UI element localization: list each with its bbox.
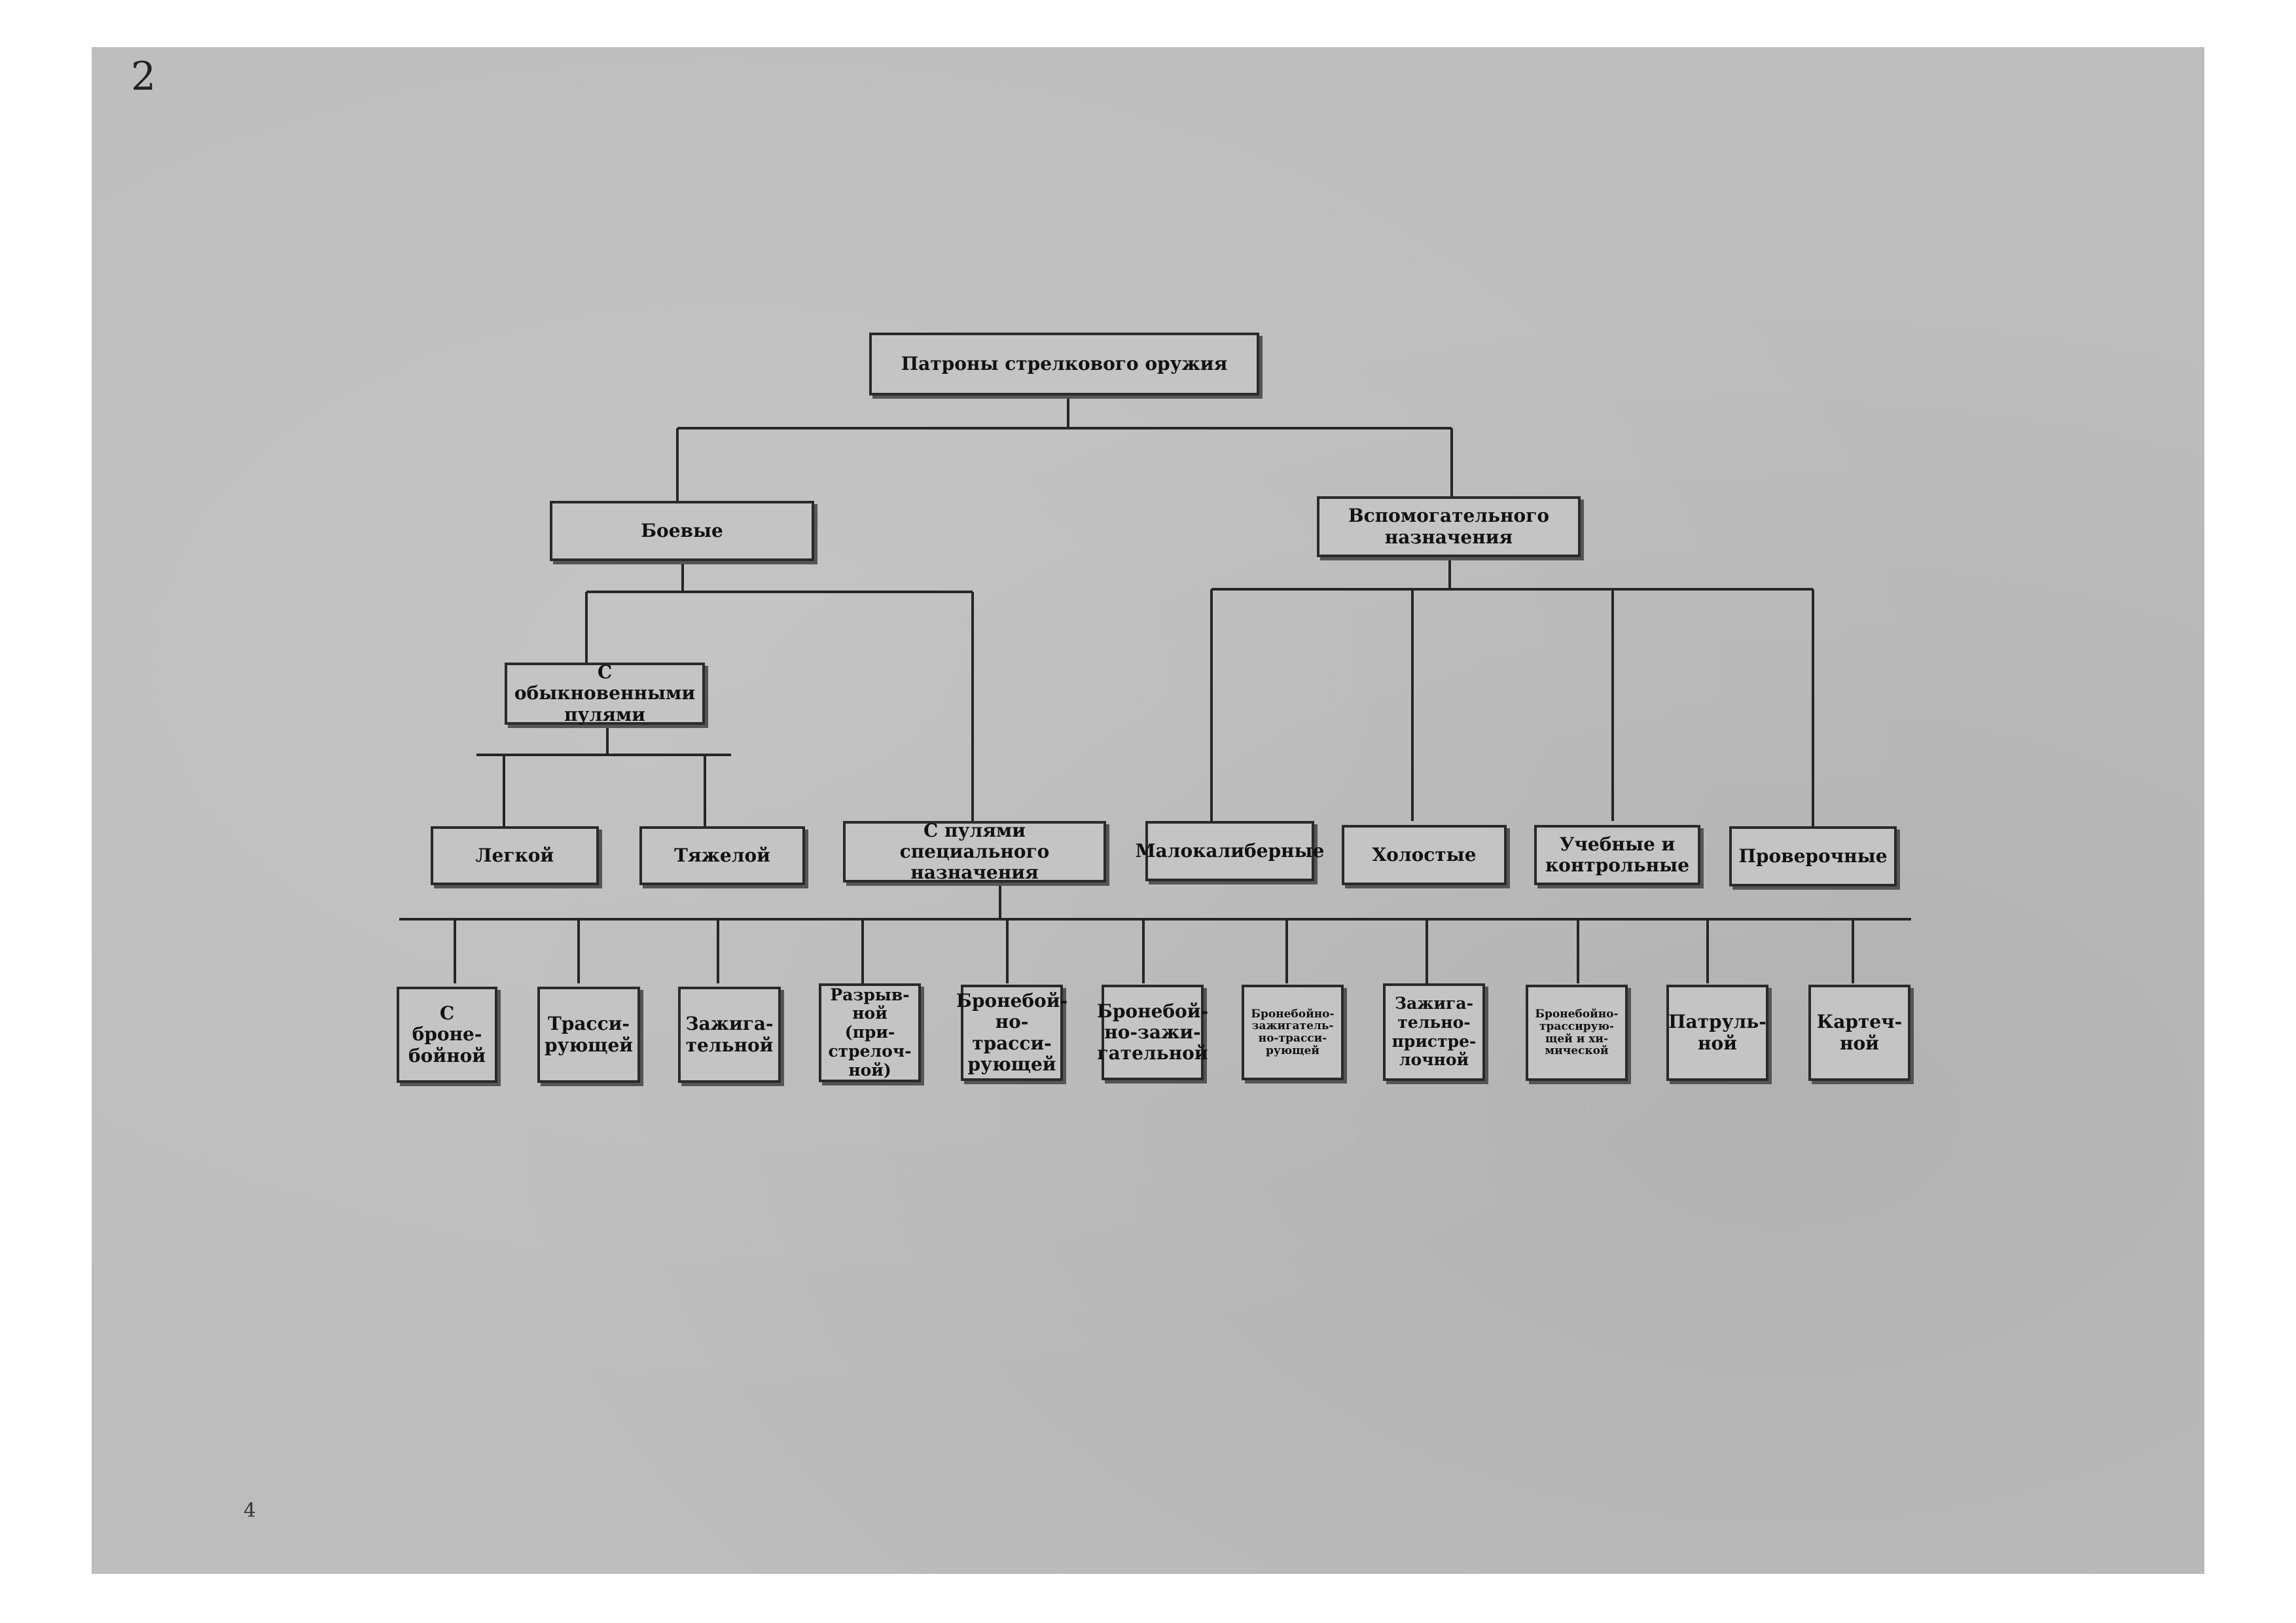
node-tracer: Трасси- рующей [537,987,640,1083]
node-incendiary-ranging: Зажига- тельно- пристре- лочной [1383,983,1485,1081]
node-training: Учебные и контрольные [1534,825,1700,885]
node-armor-piercing: С броне- бойной [397,987,497,1083]
node-blank: Холостые [1342,825,1507,885]
node-light: Легкой [431,826,599,885]
node-combat: Боевые [550,501,814,561]
page-number: 4 [243,1499,257,1522]
node-ap-tracer-chemical: Бронебойно- трассирую- щей и хи- мической [1526,985,1628,1081]
corner-mark: 2 [131,54,156,100]
node-patrol: Патруль- ной [1666,985,1768,1081]
node-incendiary: Зажига- тельной [678,987,781,1083]
node-auxiliary: Вспомогательного назначения [1317,496,1581,557]
node-proof: Проверочные [1729,826,1897,886]
node-small-caliber: Малокалиберные [1145,821,1314,881]
node-explosive-ranging: Разрыв- ной (при- стрелоч- ной) [819,983,921,1082]
node-canister: Картеч- ной [1808,985,1910,1081]
node-ap-incendiary: Бронебой- но-зажи- гательной [1102,985,1204,1080]
node-ap-tracer: Бронебой- но-трасси- рующей [961,985,1063,1081]
node-root: Патроны стрелкового оружия [869,333,1259,395]
node-heavy: Тяжелой [639,826,805,885]
node-ap-incendiary-tracer: Бронебойно- зажигатель- но-трасси- рующей [1242,985,1344,1080]
node-ordinary-bullets: С обыкновенными пулями [505,663,705,725]
node-special-bullets: С пулями специального назначения [843,821,1106,883]
